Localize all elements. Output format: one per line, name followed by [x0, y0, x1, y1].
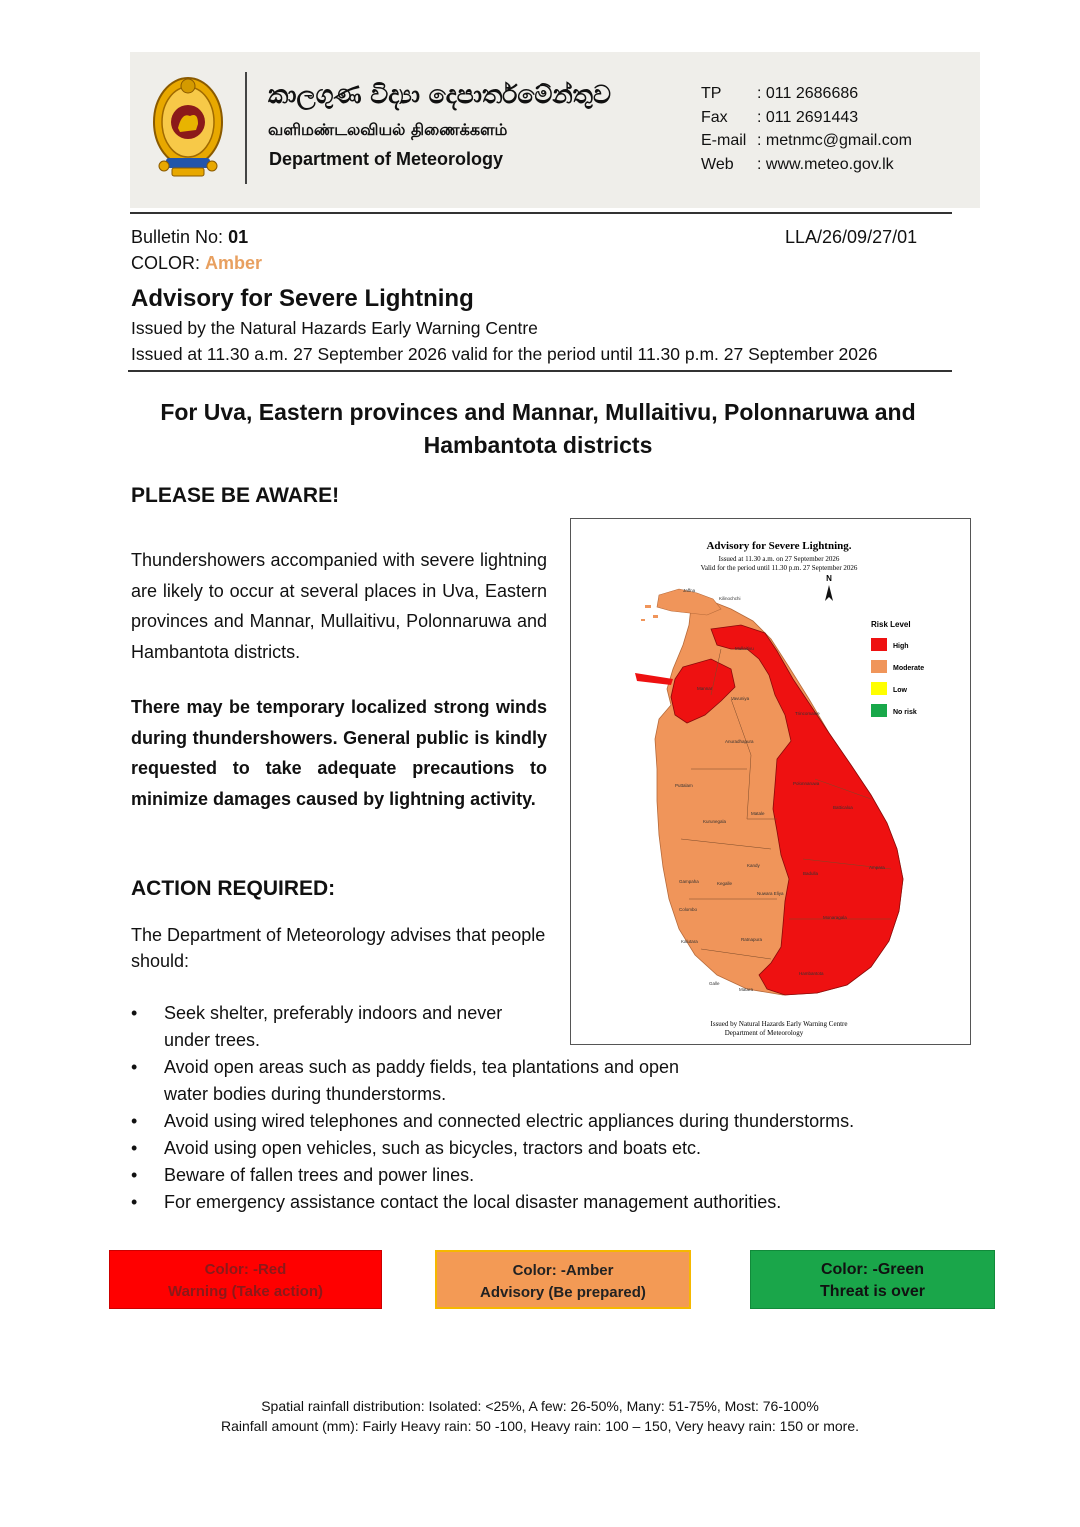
title-rule	[128, 370, 952, 372]
bulletin-color: COLOR: Amber	[131, 253, 263, 273]
north-arrow-icon	[825, 574, 833, 601]
svg-text:Matara: Matara	[739, 987, 754, 992]
svg-text:Jaffna: Jaffna	[683, 588, 696, 593]
color-code-green: Color: -Green Threat is over	[750, 1250, 995, 1309]
map-footer-department: Department of Meteorology	[724, 1029, 804, 1037]
map-issued: Issued at 11.30 a.m. on 27 September 2026	[718, 555, 840, 563]
risk-map	[570, 518, 971, 1045]
advisory-title: Advisory for Severe Lightning	[131, 285, 474, 312]
action-heading: ACTION REQUIRED:	[131, 877, 336, 900]
svg-text:Hambantota: Hambantota	[799, 971, 824, 976]
list-item: • Seek shelter, preferably indoors and never under trees.	[131, 1003, 503, 1050]
issued-at: Issued at 11.30 a.m. 27 September 2026 valid for the period until 11.30 p.m. 27 September 2026	[131, 344, 878, 364]
footnote-spatial: Spatial rainfall distribution: Isolated: <25%, A few: 26-50%, Many: 51-75%, Most: 76-100%	[261, 1398, 819, 1414]
svg-text:Ratnapura: Ratnapura	[741, 937, 763, 942]
contact-web: Web : www.meteo.gov.lk	[701, 155, 894, 173]
affected-regions: For Uva, Eastern provinces and Mannar, Mullaitivu, Polonnaruwa and Hambantota districts	[160, 399, 916, 458]
department-name-english: Department of Meteorology	[269, 149, 504, 169]
issued-by: Issued by the Natural Hazards Early Warning Centre	[131, 318, 538, 338]
svg-text:Puttalam: Puttalam	[675, 783, 693, 788]
svg-text:Risk Level: Risk Level	[871, 620, 911, 629]
svg-text:Kurunegala: Kurunegala	[703, 819, 727, 824]
list-item: • For emergency assistance contact the local disaster management authorities.	[131, 1192, 782, 1212]
svg-text:Polonnaruwa: Polonnaruwa	[793, 781, 820, 786]
aware-heading: PLEASE BE AWARE!	[131, 484, 340, 507]
bulletin-reference: LLA/26/09/27/01	[785, 227, 918, 247]
svg-text:High: High	[893, 643, 909, 650]
svg-text:Moderate: Moderate	[893, 665, 925, 672]
svg-text:Vavuniya: Vavuniya	[731, 696, 750, 701]
svg-text:Low: Low	[893, 687, 907, 694]
svg-text:Kegalle: Kegalle	[717, 881, 733, 886]
svg-text:Kilinochchi: Kilinochchi	[719, 596, 741, 601]
contact-fax: Fax : 011 2691443	[701, 108, 859, 126]
svg-text:No risk: No risk	[893, 709, 917, 716]
map-title: Advisory for Severe Lightning.	[706, 540, 852, 552]
map-footer-issuer: Issued by Natural Hazards Early Warning Centre	[710, 1020, 848, 1028]
svg-text:Ampara: Ampara	[869, 865, 885, 870]
svg-text:Kandy: Kandy	[747, 863, 760, 868]
svg-text:Galle: Galle	[709, 981, 720, 986]
list-item: • Avoid open areas such as paddy fields, tea plantations and open water bodies during thunderstorms.	[131, 1057, 680, 1104]
map-legend	[871, 620, 924, 717]
svg-text:Mannar: Mannar	[697, 686, 713, 691]
legend-high-swatch	[871, 638, 887, 651]
list-item: • Avoid using open vehicles, such as bicycles, tractors and boats etc.	[131, 1138, 701, 1158]
contact-phone: TP : 011 2686686	[701, 85, 859, 102]
contact-email: E-mail : metnmc@gmail.com	[701, 132, 912, 149]
map-islands	[641, 605, 658, 621]
color-code-red: Color: -Red Warning (Take action)	[109, 1250, 382, 1309]
svg-text:Colombo: Colombo	[679, 907, 698, 912]
svg-text:Matale: Matale	[751, 811, 765, 816]
svg-text:Batticaloa: Batticaloa	[833, 805, 853, 810]
header-rule	[130, 212, 952, 214]
department-name-tamil: வளிமண்டலவியல் திணைக்களம்	[268, 120, 508, 139]
map-mannar-island	[635, 673, 673, 685]
svg-text:Trincomalee: Trincomalee	[795, 711, 820, 716]
map-valid: Valid for the period until 11.30 p.m. 27 September 2026	[700, 564, 858, 572]
list-item: • Avoid using wired telephones and connected electric appliances during thunderstorms.	[131, 1111, 855, 1131]
contact-block	[701, 82, 912, 176]
action-intro: The Department of Meteorology advises that people should:	[131, 925, 546, 971]
legend-no-risk-swatch	[871, 704, 887, 717]
department-name-sinhala: කාලගුණ විද්‍යා දෙපාර්තමේන්තුව	[268, 80, 611, 109]
color-code-amber: Color: -Amber Advisory (Be prepared)	[435, 1250, 691, 1309]
svg-text:Gampaha: Gampaha	[679, 879, 699, 884]
svg-text:Anuradhapura: Anuradhapura	[725, 739, 754, 744]
sri-lanka-emblem-icon	[152, 72, 224, 180]
header-divider	[245, 72, 247, 184]
list-item: • Beware of fallen trees and power lines.	[131, 1165, 475, 1185]
bulletin-number: Bulletin No: 01	[131, 227, 249, 247]
wind-text: There may be temporary localized strong winds during thundershowers. General public is kindly requested to take adequate precautions to minimize damages caused by lightning activity.	[131, 697, 547, 809]
svg-text:Kalutara: Kalutara	[681, 939, 698, 944]
svg-text:Monaragala: Monaragala	[823, 915, 847, 920]
footnote-amount: Rainfall amount (mm): Fairly Heavy rain: 50 -100, Heavy rain: 100 – 150, Very heavy rain: 150 or more.	[220, 1418, 860, 1434]
legend-low-swatch	[871, 682, 887, 695]
legend-moderate-swatch	[871, 660, 887, 673]
letterhead	[130, 52, 980, 208]
svg-text:Mullaitivu: Mullaitivu	[735, 646, 754, 651]
svg-text:Nuwara Eliya: Nuwara Eliya	[757, 891, 784, 896]
svg-text:N: N	[826, 574, 832, 583]
aware-text: Thundershowers accompanied with severe lightning are likely to occur at several places in Uva, Eastern provinces and Mannar, Mullaitivu, Polonnaruwa and Hambantota districts.	[131, 550, 547, 662]
svg-text:Badulla: Badulla	[803, 871, 819, 876]
